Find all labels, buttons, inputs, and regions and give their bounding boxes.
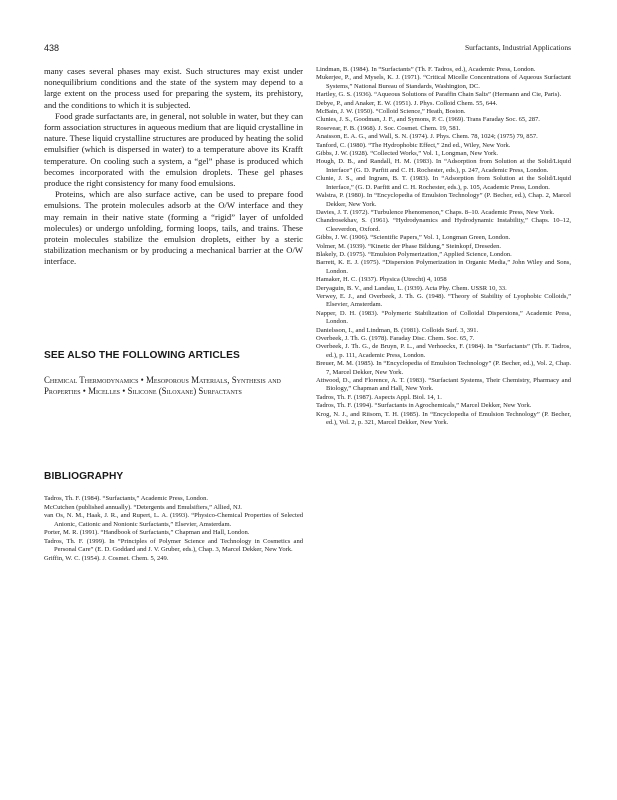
page-number: 438 — [44, 43, 60, 53]
see-also-section — [44, 350, 303, 397]
body-paragraph: Proteins, which are also surface active, can be used to prepare food emulsions. The protein molecules adsorb at the O/W interface and they may remain in their native state (forming a “rigid” layer of unfolded molecules) or undergo unfolding, forming loops, tails, and trains. These protein molecules stabilize the emulsion droplets, either by a steric stabilization mechanism or by producing a mechanical barrier at the O/W interface. — [44, 189, 303, 267]
reference-item: Overbeek, J. Th. G., de Bruyn, P. L., and Verhoeckx, F. (1984). In “Surfactants” (Th. F. Tadros, ed.), p. 111, Academic Press, London. — [316, 343, 571, 359]
reference-item: Tadros, Th. F. (1987). Aspects Appl. Biol. 14, 1. — [316, 393, 442, 401]
reference-item: Breuer, M. M. (1985). In “Encyclopedia of Emulsion Technology” (P. Becher, ed.), Vol. 2, Chap. 7, Marcel Dekker, New York. — [316, 360, 571, 376]
reference-item: Hamaker, H. C. (1937). Physica (Utrecht) 4, 1058 — [316, 276, 447, 284]
reference-item: Krog, N. J., and Riisom, T. H. (1985). In “Encyclopedia of Emulsion Technology” (P. Becher, ed.), Vol. 2, p. 321, Marcel Dekker, New York. — [316, 410, 571, 427]
reference-item: Walstra, P. (1980). In “Encyclopedia of Emulsion Technology” (P. Becher, ed.), Chap. 2, Marcel Dekker, New York. — [316, 192, 571, 208]
reference-item: Danielsson, I., and Lindman, B. (1981). Colloids Surf. 3, 391. — [316, 326, 479, 334]
see-also-text: Chemical Thermodynamics • Mesoporous Materials, Synthesis and Properties • Micelles • Silicone (Siloxane) Surfactants — [44, 375, 281, 396]
see-also-links — [44, 375, 303, 397]
page-header — [44, 43, 571, 57]
reference-item: Davies, J. T. (1972). “Turbulence Phenomenon,” Chaps. 8–10. Academic Press, New York. — [316, 208, 555, 216]
reference-item: Anaisson, E. A. G., and Wall, S. N. (1974). J. Phys. Chem. 78, 1024; (1975) 79, 857. — [316, 133, 538, 141]
reference-item: Verwey, E. J., and Overbeek, J. Th. G. (1948). “Theory of Stability of Lyophobic Colloids,” Elsevier, Amsterdam. — [316, 292, 571, 309]
reference-item: Clunie, J. S., and Ingram, B. T. (1983). In “Adsorption from Solution at the Solid/Liquid Interface,” (G. D. Parfitt and C. H. Rochester, eds.), p. 105, Academic Press, London. — [316, 175, 571, 191]
reference-item: Chandrosekhav, S. (1961). “Hydrodynamics and Hydrodynamic Instability,” Chaps. 10–12, Cleeverdon, Oxford. — [316, 217, 571, 233]
reference-item: Clunies, J. S., Goodman, J. F., and Symons, P. C. (1969). Trans Faraday Soc. 65, 287. — [316, 116, 540, 124]
reference-item: Rosevear, F. B. (1968). J. Soc. Cosmet. Chem. 19, 581. — [316, 124, 461, 132]
reference-item: Hough, D. B., and Randall, H. M. (1983). In “Adsorption from Solution at the Solid/Liquid Interface” (G. D. Parfitt and C. H. Rochester, eds.), p. 247, Academic Press, London. — [316, 158, 571, 174]
reference-item: Gibbs, J. W. (1928). “Collected Works,” Vol. 1, Longman, New York. — [316, 150, 499, 158]
body-paragraph: Food grade surfactants are, in general, not soluble in water, but they can form association structures in aqueous medium that are liquid crystalline in nature. These liquid crystalline structures are produced by heating the solid emulsifier (which is dispersed in water) to a temperature above its Krafft temperature. On cooling such a system, a “gel” phase is produced which becomes incorporated with the emulsion droplets. These gel phases produce the right consistency for many food emulsions. — [44, 110, 303, 189]
reference-item: Lindman, B. (1984). In “Surfactants” (Th. F. Tadros, ed.), Academic Press, London. — [316, 66, 536, 73]
reference-item: Griffin, W. C. (1954). J. Cosmet. Chem. 5, 249. — [44, 554, 169, 562]
reference-item: Tadros, Th. F. (1984). “Surfactants,” Academic Press, London. — [44, 495, 208, 502]
bibliography-left-list — [44, 495, 303, 563]
reference-item: van Os, N. M., Haak, J. R., and Rupert, L. A. (1993). “Physico-Chemical Properties of Selected Anionic, Cationic and Nonionic Surfactants,” Elsevier, Amsterdam. — [44, 512, 303, 528]
reference-item: Overbeek, J. Th. G. (1978). Faraday Disc. Chem. Soc. 65, 7. — [316, 335, 475, 342]
bibliography-right-list — [316, 66, 571, 427]
reference-item: Deryaguin, B. V., and Landau, L. (1939). Acta Phy. Chem. USSR 10, 33. — [316, 284, 507, 292]
reference-item: Porter, M. R. (1991). “Handbook of Surfactants,” Chapman and Hall, London. — [44, 529, 250, 537]
reference-item: Barrett, K. E. J. (1975). “Dispersion Polymerization in Organic Media,” John Wiley and Sons, London. — [316, 259, 571, 275]
reference-item: McBain, J. W. (1950). “Colloid Science,” Heath, Boston. — [316, 108, 466, 116]
reference-item: McCutchen (published annually). “Detergents and Emulsifiers,” Allied, NJ. — [44, 503, 242, 511]
reference-item: Napper, D. H. (1983). “Polymeric Stabilization of Colloidal Dispersions,” Academic Press, London. — [316, 309, 571, 326]
running-title: Surfactants, Industrial Applications — [464, 43, 571, 52]
reference-item: Hartley, G. S. (1936). “Aqueous Solutions of Paraffin Chain Salts” (Hermann and Cie, Paris). — [316, 91, 562, 99]
reference-item: Debye, P., and Anaker, E. W. (1951). J. Phys. Colloid Chem. 55, 644. — [316, 99, 498, 107]
reference-item: Gibbs, J. W. (1906). “Scientific Papers,” Vol. 1, Longman Green, London. — [316, 234, 511, 242]
bibliography-section — [44, 471, 303, 563]
see-also-heading: SEE ALSO THE FOLLOWING ARTICLES — [44, 350, 240, 361]
reference-item: Tadros, Th. F. (1994). “Surfactants in Agrochemicals,” Marcel Dekker, New York. — [316, 402, 532, 410]
reference-item: Attwood, D., and Florence, A. T. (1983). “Surfactant Systems, Their Chemistry, Pharmacy and Biology,” Chapman and Hall, New York. — [316, 377, 571, 393]
body-paragraph: many cases several phases may exist. Such structures may exist under nonequilibrium conditions and the state of the system may depend to a large extent on the process used for preparing the system, its prehistory, and the conditions to which it is subjected. — [44, 66, 303, 110]
reference-item: Blakely, D. (1975). “Emulsion Polymerization,” Applied Science, London. — [316, 250, 512, 258]
reference-item: Volmer, M. (1939). “Kinetic der Phase Bildung,” Steinkopf, Dreseden. — [316, 242, 502, 250]
reference-item: Tadros, Th. F. (1999). In “Principles of Polymer Science and Technology in Cosmetics and Personal Care” (E. D. Goddard and J. V. Gruber, eds.), Chap. 3, Marcel Dekker, New York. — [44, 537, 303, 554]
bibliography-heading: BIBLIOGRAPHY — [44, 471, 124, 482]
reference-item: Tanford, C. (1980). “The Hydrophobic Effect,” 2nd ed., Wiley, New York. — [316, 141, 511, 149]
left-column-body — [44, 66, 303, 268]
reference-item: Mukerjee, P., and Mysels, K. J. (1971). “Critical Micelle Concentrations of Aqueous Surfactant Systems,” National Bureau of Standards, Washington, DC. — [316, 74, 571, 90]
